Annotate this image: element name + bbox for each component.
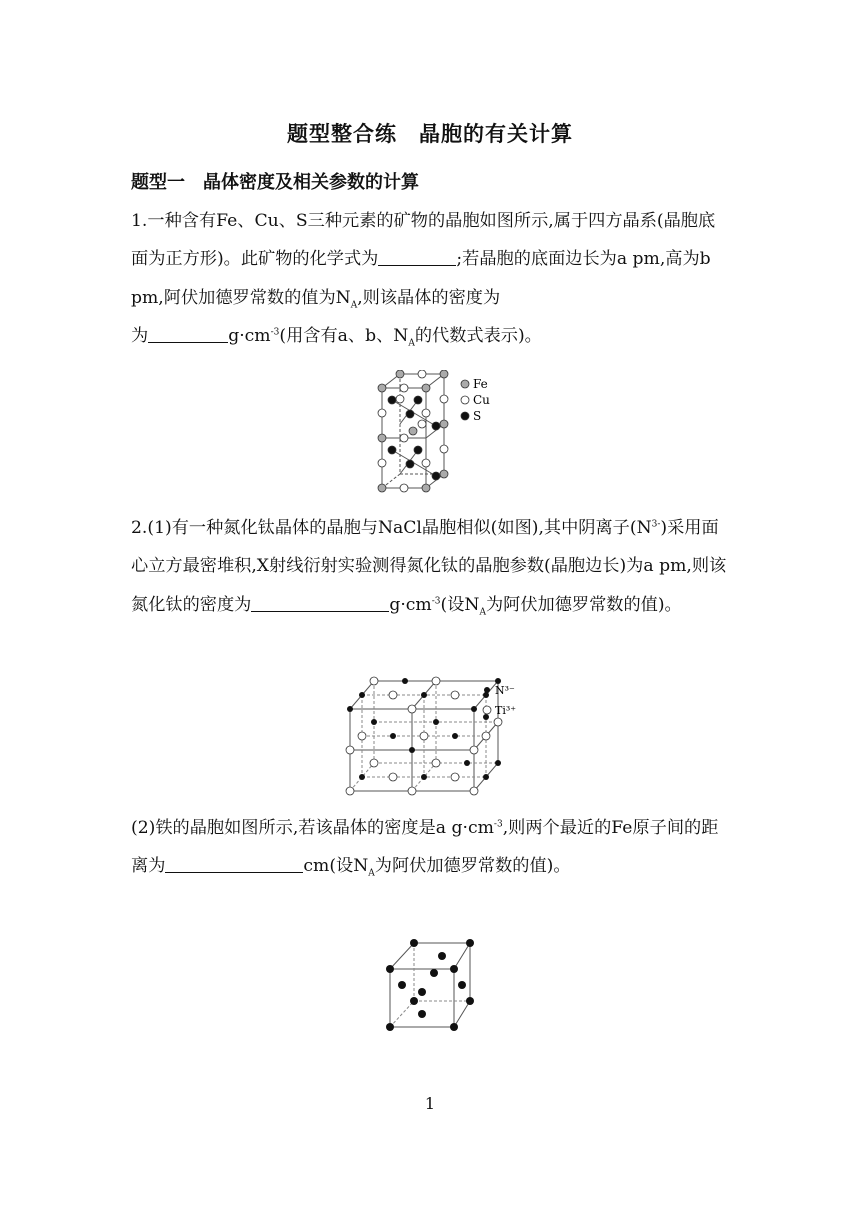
question-2-1 (131, 509, 731, 624)
q2-text-5: 为阿伏加德罗常数的值)。 (485, 594, 682, 615)
legend-cu: Cu (473, 393, 490, 407)
figure-titanium-nitride-cell (340, 673, 540, 797)
q2-text-3: g·cm (389, 594, 432, 615)
q3-sup-1: -3 (493, 819, 503, 830)
question-1 (131, 202, 731, 356)
q2-text-4: (设N (440, 594, 480, 615)
q2-sup-2: -3 (431, 596, 441, 607)
q3-text-1: (2)铁的晶胞如图所示,若该晶体的密度是a g·cm (131, 818, 494, 838)
q1-sup-1: -3 (270, 327, 280, 338)
section-heading: 题型一 晶体密度及相关参数的计算 (131, 172, 419, 193)
q1-line-4: 为 $g\cdot cm^{-3}$(用含有a、b、$N_A$的代数式表示)。 (131, 326, 542, 349)
question-2-2 (131, 809, 731, 886)
legend-s: S (473, 409, 482, 423)
figure-fe-cu-s-unit-cell (370, 370, 500, 498)
q2-sup-1: 3- (651, 519, 661, 530)
q2-answer-blank[interactable] (251, 593, 389, 612)
q1-text-6: 的代数式表示)。 (414, 326, 542, 347)
q2-text-2: )采用面心立方最密堆积,X射线衍射实验测得氮化钛的晶胞参数(晶胞边长)为a pm,则该氮化钛的密度为 (131, 518, 727, 615)
q2-sub-1: A (479, 607, 486, 618)
q3-sub-1: A (368, 868, 375, 879)
figure-iron-unit-cell (382, 937, 482, 1033)
q1-text-3: ,则该晶体的密度为 (357, 287, 501, 308)
q2-text-1: 2.(1)有一种氮化钛晶体的晶胞与NaCl晶胞相似(如图),其中阴离子(N (131, 518, 652, 538)
q3-text-3: cm(设N (303, 856, 369, 877)
q3-text-4: 为阿伏加德罗常数的值)。 (374, 856, 571, 877)
legend-ti: Ti³⁺ (495, 704, 517, 717)
legend-fe: Fe (473, 377, 488, 391)
q1-text-4: g·cm (228, 326, 271, 347)
q3-answer-blank[interactable] (165, 854, 303, 873)
q1-answer-blank-2[interactable] (148, 324, 228, 343)
q1-text-5: (用含有a、b、N (279, 326, 409, 347)
q3-text-2: ,则两个最近的Fe原子间的距离为 (131, 818, 719, 877)
page-number: 1 (424, 1094, 436, 1113)
q1-text-1: 1.一种含有Fe、Cu、S三种元素的矿物的晶胞如图所示,属于四方晶系(晶胞底面为正方形)。此矿物的化学式为 (131, 211, 716, 270)
q1-text-2: ;若晶胞的底面边长为a pm,高为b pm,阿伏加德罗常数的值为N (131, 249, 711, 308)
q1-answer-blank-1[interactable] (378, 247, 456, 266)
page-title: 题型整合练 晶胞的有关计算 (287, 122, 573, 146)
q1-sub-1: A (350, 300, 358, 311)
legend-n: N³⁻ (495, 684, 515, 697)
q1-sub-2: A (408, 338, 415, 349)
